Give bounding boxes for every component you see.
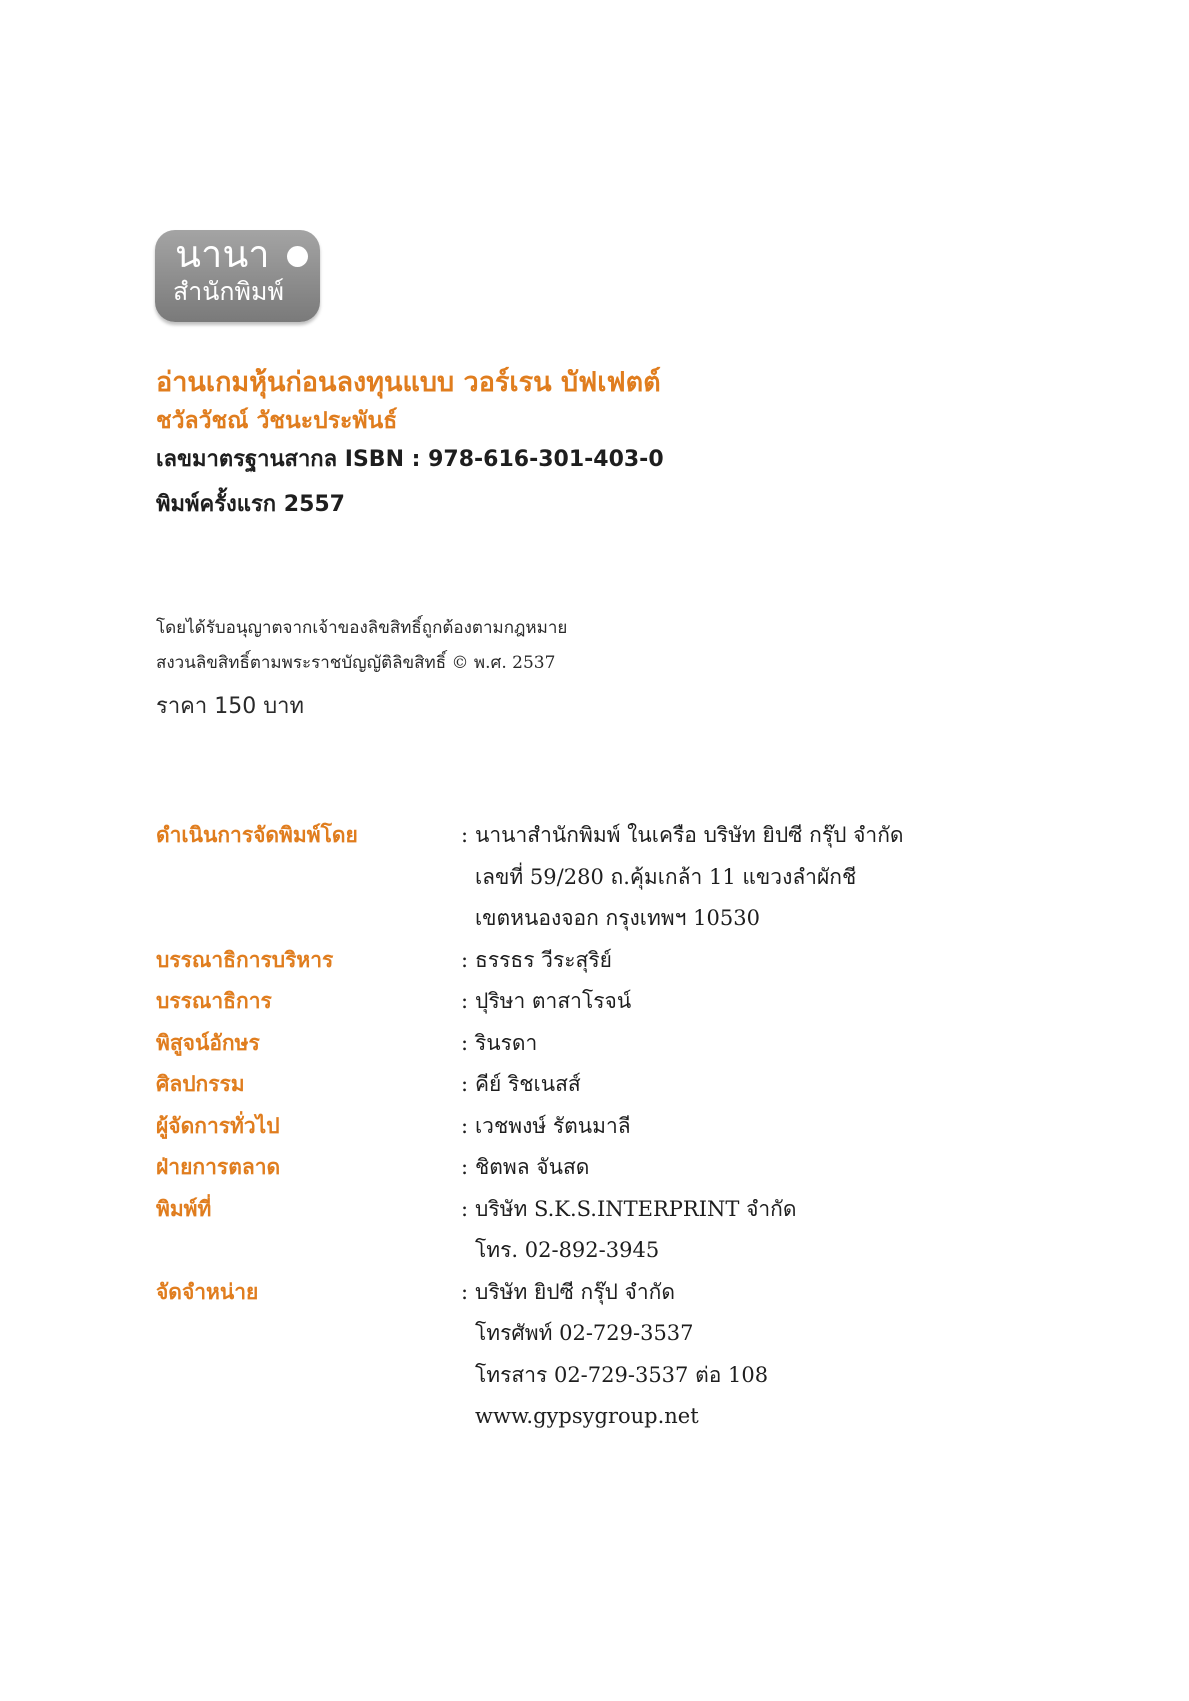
- credit-label: ดำเนินการจัดพิมพ์โดย: [156, 823, 358, 847]
- credit-label: พิสูจน์อักษร: [156, 1030, 260, 1055]
- credit-line: โทร. 02-892-3945: [475, 1238, 660, 1262]
- credits-list: [156, 815, 1056, 1438]
- book-title: อ่านเกมหุ้นก่อนลงทุนแบบ วอร์เรน บัฟเฟตต์: [156, 367, 661, 398]
- credit-line: เขตหนองจอก กรุงเทพฯ 10530: [475, 906, 760, 930]
- credit-label: ศิลปกรรม: [156, 1072, 245, 1096]
- credit-row-publisher: [156, 815, 1056, 940]
- credit-label: จัดจำหน่าย: [156, 1279, 259, 1304]
- credit-row-executive-editor: [156, 940, 1056, 982]
- credit-values: [461, 1064, 1056, 1106]
- credit-line: เลขที่ 59/280 ถ.คุ้มเกล้า 11 แขวงลำผักชี: [475, 864, 857, 889]
- credit-values: [461, 940, 1056, 982]
- credit-line: : ชิตพล จันสด: [461, 1155, 590, 1179]
- credit-label: ฝ่ายการตลาด: [156, 1155, 281, 1179]
- credit-line: : บริษัท S.K.S.INTERPRINT จำกัด: [461, 1196, 797, 1221]
- logo-subtitle: สำนักพิมพ์: [173, 277, 284, 306]
- credit-line: โทรสาร 02-729-3537 ต่อ 108: [475, 1362, 769, 1387]
- credit-line: : คีย์ ริชเนสส์: [461, 1072, 581, 1096]
- credit-row-editor: [156, 981, 1056, 1023]
- credit-line: : ธรรธร วีระสุริย์: [461, 947, 612, 972]
- credit-row-proofreader: [156, 1023, 1056, 1065]
- credit-row-distributor: [156, 1272, 1056, 1438]
- book-edition: พิมพ์ครั้งแรก 2557: [156, 492, 345, 517]
- credit-label: ผู้จัดการทั่วไป: [156, 1113, 280, 1138]
- credit-values: [461, 981, 1056, 1023]
- credit-line: : รินรดา: [461, 1030, 538, 1055]
- copyright-line-2: สงวนลิขสิทธิ์ตามพระราชบัญญัติลิขสิทธิ์ © พ.ศ. 2537: [156, 653, 556, 673]
- credit-label: บรรณาธิการ: [156, 989, 272, 1013]
- credit-line: โทรศัพท์ 02-729-3537: [475, 1321, 694, 1345]
- credit-label: บรรณาธิการบริหาร: [156, 947, 334, 972]
- book-price: ราคา 150 บาท: [156, 694, 305, 719]
- credit-row-art: [156, 1064, 1056, 1106]
- credit-line: : เวชพงษ์ รัตนมาลี: [461, 1113, 631, 1138]
- book-isbn: เลขมาตรฐานสากล ISBN : 978-616-301-403-0: [156, 447, 664, 472]
- credit-values: [461, 1272, 1056, 1438]
- credit-row-general-manager: [156, 1106, 1056, 1148]
- copyright-line-1: โดยได้รับอนุญาตจากเจ้าของลิขสิทธิ์ถูกต้องตามกฎหมาย: [156, 618, 568, 638]
- credit-row-printer: [156, 1189, 1056, 1272]
- credit-line: : ปุริษา ตาสาโรจน์: [461, 989, 632, 1013]
- credit-label: พิมพ์ที่: [156, 1196, 212, 1221]
- logo-wordmark: นานา: [175, 232, 270, 276]
- credit-values: [461, 1106, 1056, 1148]
- publisher-logo: [155, 230, 320, 322]
- credit-values: [461, 1189, 1056, 1272]
- credit-values: [461, 815, 1056, 940]
- credit-values: [461, 1023, 1056, 1065]
- credit-line: : บริษัท ยิปซี กรุ๊ป จำกัด: [461, 1279, 675, 1304]
- credit-line: : นานาสำนักพิมพ์ ในเครือ บริษัท ยิปซี กรุ๊ป จำกัด: [461, 823, 904, 847]
- book-author: ชวัลวัชณ์ วัชนะประพันธ์: [156, 408, 398, 434]
- credit-row-marketing: [156, 1147, 1056, 1189]
- logo-dot-icon: [287, 246, 308, 267]
- website-link[interactable]: www.gypsygroup.net: [475, 1404, 699, 1428]
- credit-values: [461, 1147, 1056, 1189]
